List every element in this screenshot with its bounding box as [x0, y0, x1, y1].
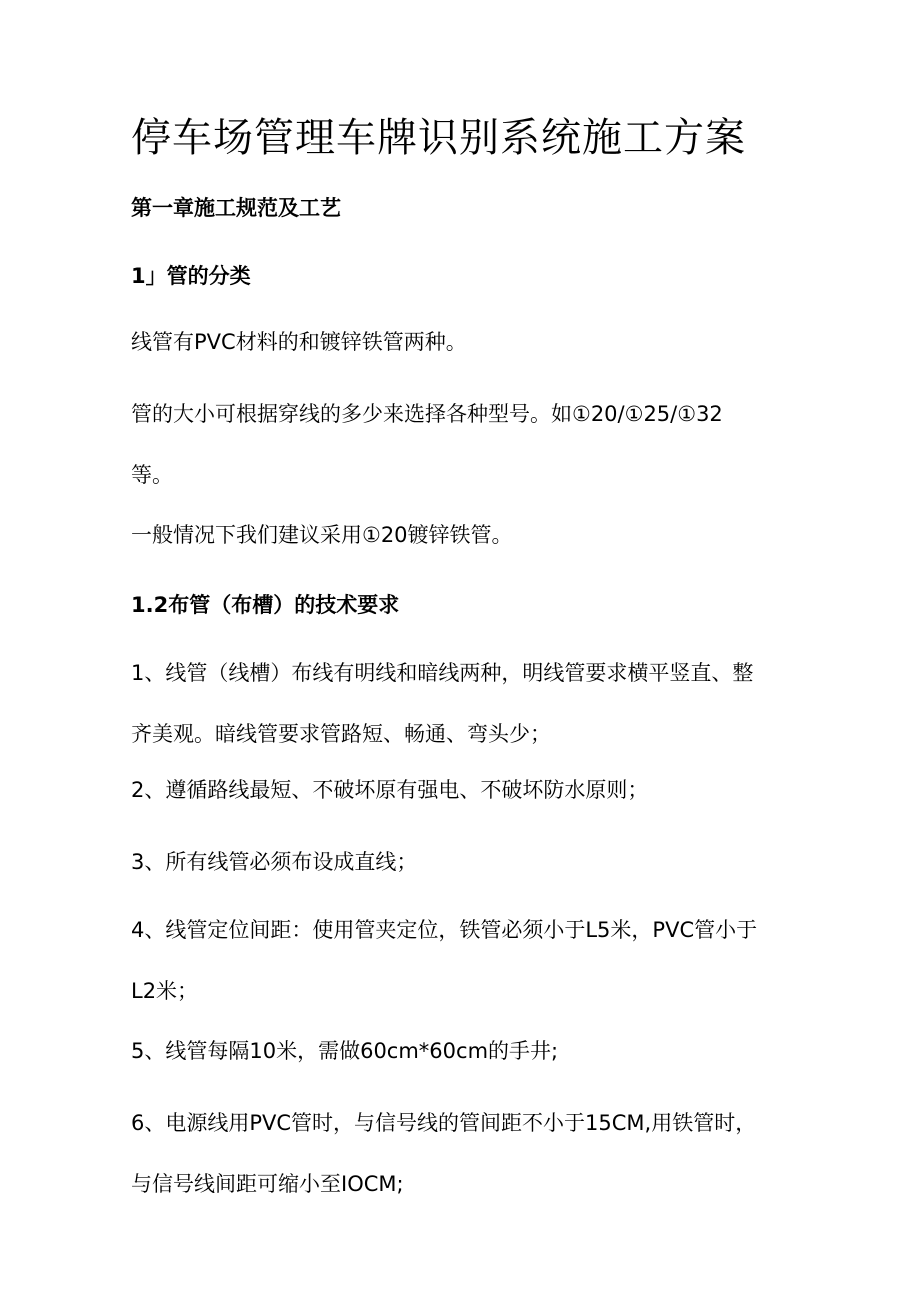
list-item-line: 4、线管定位间距：使用管夹定位，铁管必须小于L5米，PVC管小于	[131, 918, 758, 942]
paragraph-line: 等。	[131, 463, 173, 487]
section-heading-1-2: 1.2布管（布槽）的技术要求	[131, 593, 400, 617]
paragraph-line: 线管有PVC材料的和镀锌铁管两种。	[131, 330, 467, 354]
list-item-3	[131, 832, 791, 893]
list-item-line: 1、线管（线槽）布线有明线和暗线两种，明线管要求横平竖直、整	[131, 661, 754, 685]
list-item-line: 6、电源线用PVC管时，与信号线的管间距不小于15CM,用铁管时，	[131, 1111, 757, 1135]
paragraph-line: 一般情况下我们建议采用①20镀锌铁管。	[131, 523, 513, 547]
list-item-1	[131, 643, 791, 765]
list-item-6	[131, 1093, 791, 1215]
list-item-4	[131, 900, 791, 1022]
list-item-5	[131, 1021, 791, 1082]
paragraph-recommendation	[131, 505, 791, 566]
chapter-heading: 第一章施工规范及工艺	[131, 196, 341, 220]
list-item-line: 2、遵循路线最短、不破坏原有强电、不破坏防水原则；	[131, 778, 649, 802]
list-item-line: 齐美观。暗线管要求管路短、畅通、弯头少；	[131, 722, 551, 746]
paragraph-pipe-materials	[131, 312, 791, 373]
section-heading-1-1: 1」管的分类	[131, 264, 251, 288]
list-item-line: 与信号线间距可缩小至IOCM;	[131, 1172, 404, 1196]
list-item-line: L2米；	[131, 979, 199, 1003]
document-title: 停车场管理车牌识别系统施工方案	[131, 115, 746, 161]
list-item-2	[131, 760, 791, 821]
list-item-line: 3、所有线管必须布设成直线；	[131, 850, 418, 874]
paragraph-pipe-sizes	[131, 384, 791, 506]
paragraph-line: 管的大小可根据穿线的多少来选择各种型号。如①20/①25/①32	[131, 402, 723, 426]
list-item-line: 5、线管每隔10米，需做60cm*60cm的手井;	[131, 1039, 559, 1063]
